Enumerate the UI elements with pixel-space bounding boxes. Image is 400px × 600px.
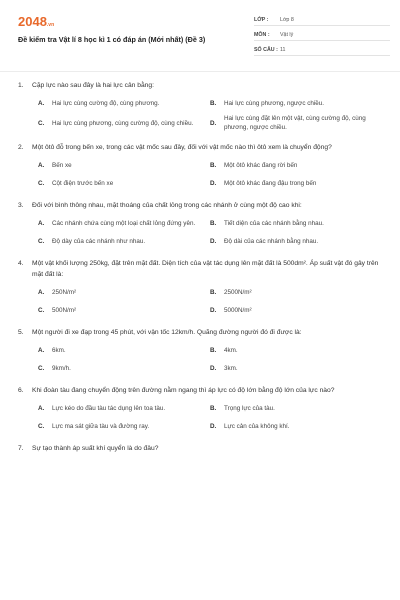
option-letter: D. [210, 306, 217, 314]
site-logo[interactable] [18, 14, 54, 29]
option-letter: B. [210, 404, 217, 412]
answer-options [38, 343, 386, 375]
answer-option-d[interactable] [210, 234, 382, 248]
option-text: Một ôtô khác đang đậu trong bến [224, 179, 317, 187]
question-number: 3. [18, 202, 24, 209]
question-number: 2. [18, 144, 24, 151]
answer-options [38, 158, 386, 190]
option-letter: B. [210, 219, 217, 227]
question-stem [18, 258, 386, 280]
question-text: Một vật khối lượng 250kg, đặt trên mặt đất. Diện tích của vật tác dụng lên mặt đất là 500dm². Áp suất vật đó gây trên mặt đất là: [32, 260, 379, 278]
option-text: Các nhánh chứa cùng một loại chất lỏng đứng yên. [52, 219, 196, 227]
option-text: Độ dày của các nhánh như nhau. [52, 237, 146, 245]
option-letter: C. [38, 422, 45, 430]
question-number: 4. [18, 260, 24, 267]
answer-option-b[interactable] [210, 285, 382, 299]
option-letter: C. [38, 364, 45, 372]
option-letter: C. [38, 119, 45, 127]
answer-option-d[interactable] [210, 176, 382, 190]
question-stem [18, 385, 386, 396]
answer-option-d[interactable] [210, 419, 382, 433]
question-4 [18, 258, 386, 317]
answer-option-a[interactable] [38, 343, 210, 357]
option-text: 5000N/m² [224, 306, 252, 314]
question-stem [18, 200, 386, 211]
question-3 [18, 200, 386, 248]
answer-option-c[interactable] [38, 419, 210, 433]
answer-option-a[interactable] [38, 285, 210, 299]
answer-option-d[interactable] [210, 361, 382, 375]
answer-option-d[interactable] [210, 303, 382, 317]
question-number: 6. [18, 387, 24, 394]
question-list [18, 80, 386, 464]
question-text: Một người đi xe đạp trong 45 phút, với vận tốc 12km/h. Quãng đường người đó đi được là: [32, 329, 302, 336]
meta-row-subject [254, 29, 390, 41]
question-1 [18, 80, 386, 132]
option-letter: A. [38, 219, 45, 227]
option-letter: A. [38, 161, 45, 169]
option-letter: C. [38, 179, 45, 187]
answer-option-c[interactable] [38, 234, 210, 248]
answer-option-c[interactable] [38, 303, 210, 317]
meta-value: Vật lý [280, 31, 294, 38]
meta-value: 11 [280, 46, 286, 53]
answer-options [38, 216, 386, 248]
option-letter: B. [210, 161, 217, 169]
logo-main: 2048 [18, 14, 47, 29]
question-text: Cặp lực nào sau đây là hai lực cân bằng: [32, 82, 154, 89]
answer-option-c[interactable] [38, 361, 210, 375]
meta-row-count [254, 44, 390, 56]
option-text: Độ dài của các nhánh bằng nhau. [224, 237, 319, 245]
question-number: 1. [18, 82, 24, 89]
meta-label: MÔN : [254, 31, 270, 38]
meta-table [254, 14, 390, 59]
option-letter: C. [38, 306, 45, 314]
answer-option-c[interactable] [38, 114, 210, 132]
option-text: 9km/h. [52, 364, 71, 372]
question-stem [18, 327, 386, 338]
answer-option-a[interactable] [38, 96, 210, 110]
answer-option-b[interactable] [210, 158, 382, 172]
option-letter: B. [210, 288, 217, 296]
option-text: Cột điện trước bến xe [52, 179, 114, 187]
answer-option-a[interactable] [38, 401, 210, 415]
option-text: Hai lực cùng đặt lên một vật, cùng cường độ, cùng phương, ngược chiều. [224, 115, 366, 131]
option-text: Hai lực cùng phương, ngược chiều. [224, 99, 325, 107]
option-text: Tiết diện của các nhánh bằng nhau. [224, 219, 324, 227]
option-text: Lực cản của không khí. [224, 422, 290, 430]
option-letter: A. [38, 346, 45, 354]
question-number: 7. [18, 445, 24, 452]
option-letter: A. [38, 99, 45, 107]
meta-row-class [254, 14, 390, 26]
option-letter: A. [38, 404, 45, 412]
option-text: Hai lực cùng cường độ, cùng phương. [52, 99, 160, 107]
question-7 [18, 443, 386, 454]
answer-option-b[interactable] [210, 401, 382, 415]
option-text: 3km. [224, 364, 238, 372]
question-6 [18, 385, 386, 433]
answer-option-b[interactable] [210, 96, 382, 110]
meta-value: Lớp 8 [280, 16, 294, 23]
answer-option-a[interactable] [38, 158, 210, 172]
option-text: Bến xe [52, 161, 72, 169]
option-letter: B. [210, 99, 217, 107]
meta-label: SỐ CÂU : [254, 46, 278, 53]
option-text: Hai lực cùng phương, cùng cường độ, cùng chiều. [52, 119, 194, 127]
answer-options [38, 285, 386, 317]
option-letter: D. [210, 119, 217, 127]
question-2 [18, 142, 386, 190]
option-text: 6km. [52, 346, 66, 354]
question-text: Đối với bình thông nhau, mặt thoáng của chất lỏng trong các nhánh ở cùng một độ cao khi: [32, 202, 302, 209]
option-letter: D. [210, 364, 217, 372]
option-letter: B. [210, 346, 217, 354]
question-5 [18, 327, 386, 375]
header-divider [0, 71, 400, 72]
option-text: Lực ma sát giữa tàu và đường ray. [52, 422, 150, 430]
answer-option-b[interactable] [210, 343, 382, 357]
option-text: 2500N/m² [224, 288, 252, 296]
logo-suffix: .vn [46, 22, 55, 28]
option-letter: D. [210, 179, 217, 187]
answer-option-c[interactable] [38, 176, 210, 190]
option-text: 500N/m² [52, 306, 77, 314]
meta-label: LỚP : [254, 16, 269, 23]
question-number: 5. [18, 329, 24, 336]
answer-option-b[interactable] [210, 216, 382, 230]
answer-options [38, 401, 386, 433]
answer-option-a[interactable] [38, 216, 210, 230]
answer-option-d[interactable] [210, 114, 382, 132]
option-text: Một ôtô khác đang rời bến [224, 161, 298, 169]
question-stem [18, 80, 386, 91]
question-text: Một ôtô đỗ trong bến xe, trong các vật mốc sau đây, đối với vật mốc nào thì ôtô xem là chuyển động? [32, 144, 332, 151]
question-stem [18, 443, 386, 454]
option-letter: A. [38, 288, 45, 296]
question-text: Sự tạo thành áp suất khí quyển là do đâu? [32, 445, 159, 452]
question-stem [18, 142, 386, 153]
page-title: Đề kiểm tra Vật lí 8 học kì 1 có đáp án (Mới nhất) (Đề 3) [18, 35, 206, 44]
option-text: 250N/m² [52, 288, 77, 296]
option-letter: D. [210, 422, 217, 430]
option-text: 4km. [224, 346, 238, 354]
answer-options [38, 96, 386, 132]
option-letter: D. [210, 237, 217, 245]
option-letter: C. [38, 237, 45, 245]
option-text: Trọng lực của tàu. [224, 404, 275, 412]
question-text: Khi đoàn tàu đang chuyển động trên đường nằm ngang thì áp lực có độ lớn bằng độ lớn của lực nào? [32, 387, 335, 394]
worksheet-header [18, 10, 390, 68]
option-text: Lực kéo do đầu tàu tác dụng lên toa tàu. [52, 404, 166, 412]
